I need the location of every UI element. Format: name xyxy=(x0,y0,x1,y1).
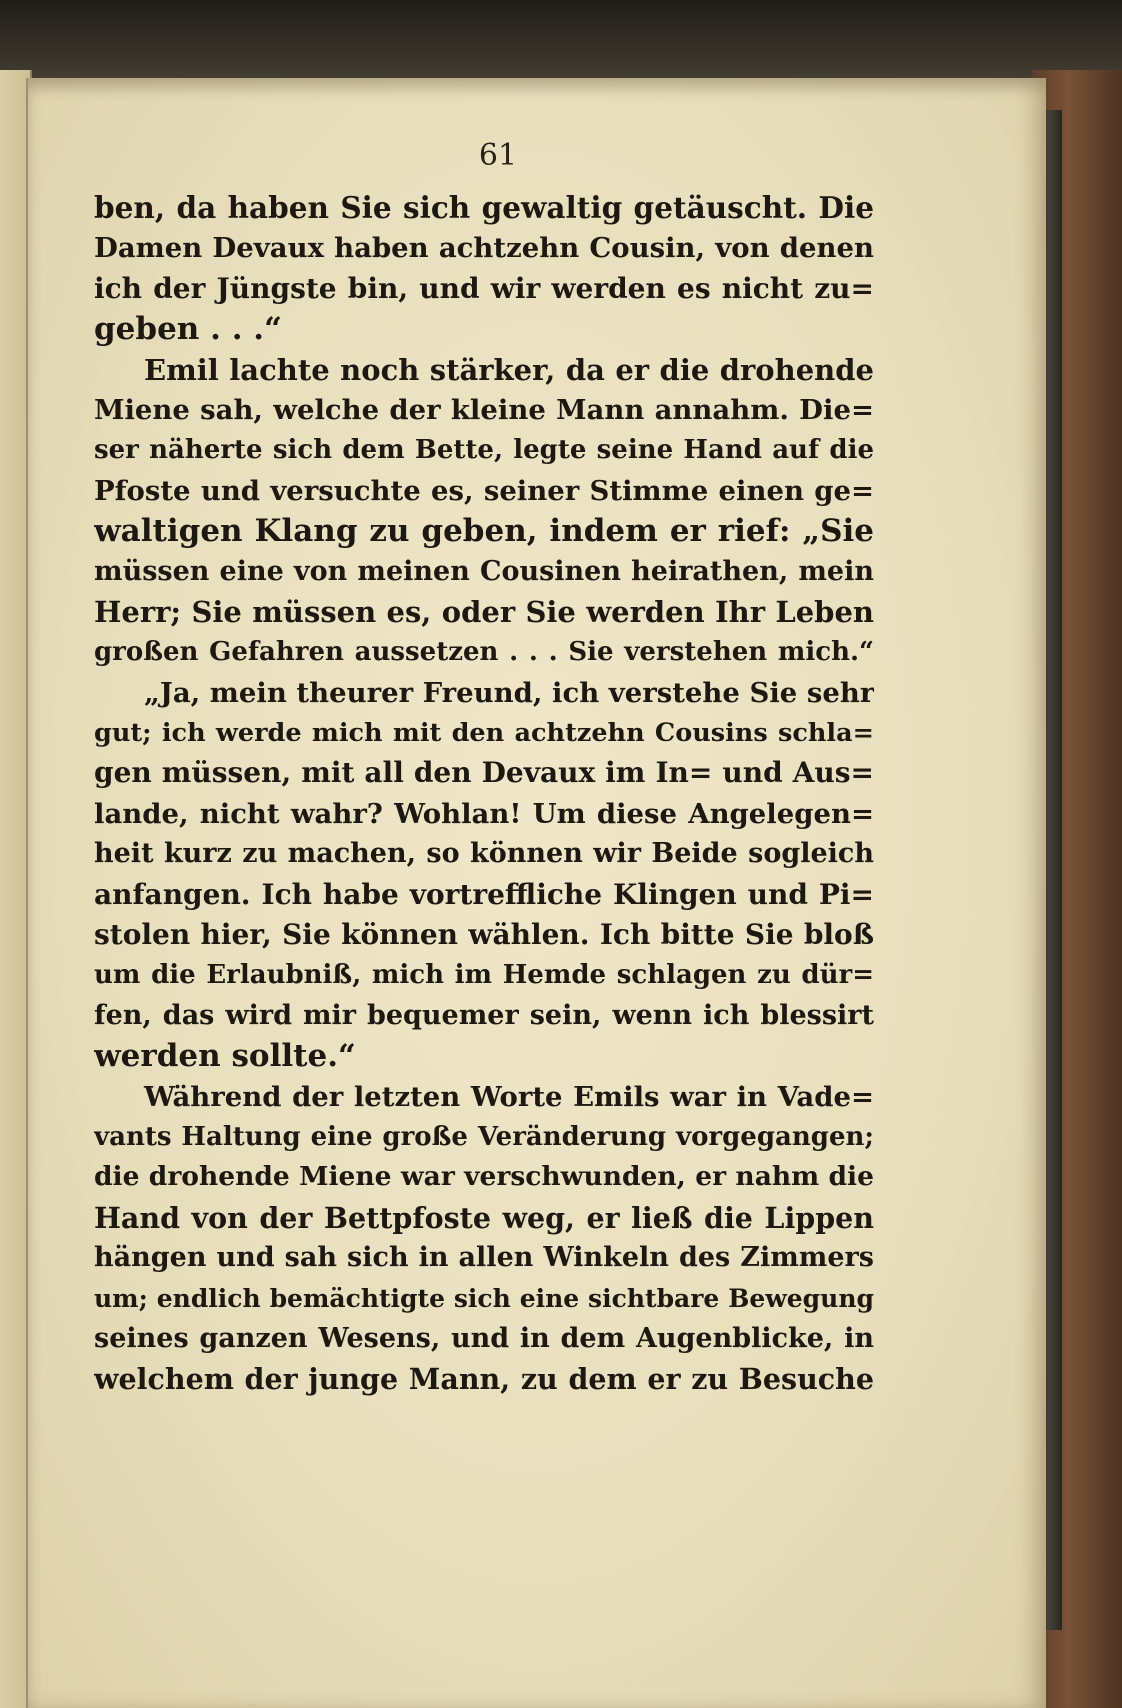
text-line: großen Gefahren aussetzen . . . Sie verstehen mich.“ xyxy=(94,637,874,668)
text-line: ser näherte sich dem Bette, legte seine Hand auf die xyxy=(94,435,874,466)
text-line: werden sollte.“ xyxy=(94,1038,356,1075)
book-page xyxy=(26,78,1046,1708)
text-line: um die Erlaubniß, mich im Hemde schlagen zu dür= xyxy=(94,960,874,991)
page-number: 61 xyxy=(478,138,518,173)
page-text xyxy=(94,188,874,1400)
text-line: lande, nicht wahr? Wohlan! Um diese Angelegen= xyxy=(94,797,874,830)
text-line: ich der Jüngste bin, und wir werden es nicht zu= xyxy=(94,271,874,305)
text-line: gen müssen, mit all den Devaux im In= und Aus= xyxy=(94,756,874,790)
text-line: geben . . .“ xyxy=(94,311,282,348)
text-line: welchem der junge Mann, zu dem er zu Besuche xyxy=(94,1362,874,1397)
text-line: Pfoste und versuchte es, seiner Stimme einen ge= xyxy=(94,474,874,507)
text-line: waltigen Klang zu geben, indem er rief: „Sie xyxy=(94,513,874,550)
text-line: die drohende Miene war verschwunden, er nahm die xyxy=(94,1161,874,1193)
text-line: Während der letzten Worte Emils war in Vade= xyxy=(144,1080,874,1113)
text-line: ben, da haben Sie sich gewaltig getäuscht. Die xyxy=(94,190,874,225)
text-line: Emil lachte noch stärker, da er die drohende xyxy=(144,352,874,387)
text-line: um; endlich bemächtigte sich eine sichtbare Bewegung xyxy=(94,1283,874,1313)
text-line: fen, das wird mir bequemer sein, wenn ich blessirt xyxy=(94,999,874,1031)
text-line: stolen hier, Sie können wählen. Ich bitte Sie bloß xyxy=(94,918,874,952)
text-line: Miene sah, welche der kleine Mann annahm. Die= xyxy=(94,393,874,426)
text-line: anfangen. Ich habe vortreffliche Klingen und Pi= xyxy=(94,877,874,911)
text-line: vants Haltung eine große Veränderung vorgegangen; xyxy=(94,1121,874,1152)
text-line: Hand von der Bettpfoste weg, er ließ die Lippen xyxy=(94,1200,874,1235)
text-line: seines ganzen Wesens, und in dem Augenblicke, in xyxy=(94,1322,874,1354)
text-line: heit kurz zu machen, so können wir Beide sogleich xyxy=(94,838,874,870)
text-line: Herr; Sie müssen es, oder Sie werden Ihr Leben xyxy=(94,594,874,629)
text-line: „Ja, mein theurer Freund, ich verstehe Sie sehr xyxy=(144,676,874,709)
text-line: hängen und sah sich in allen Winkeln des Zimmers xyxy=(94,1242,874,1274)
text-line: Damen Devaux haben achtzehn Cousin, von denen xyxy=(94,232,874,265)
text-line: gut; ich werde mich mit den achtzehn Cousins schla= xyxy=(94,718,874,749)
text-line: müssen eine von meinen Cousinen heirathen, mein xyxy=(94,555,874,587)
